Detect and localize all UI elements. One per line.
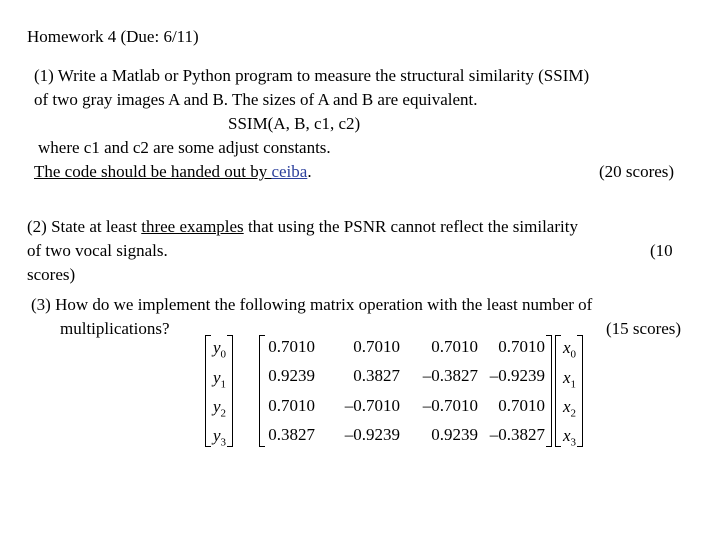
x-element: $x_1$ [563,368,577,391]
y-element: $y_2$ [213,397,227,420]
matrix-cell: –0.9239 [489,366,545,385]
q1-line-5-text: The code should be handed out by [34,162,272,181]
q3-line-2: multiplications? [60,319,170,338]
q1-score: (20 scores) [599,162,675,181]
q2-suffix: that using the PSNR cannot reflect the similarity [243,217,578,236]
matrix-cell: 0.7010 [268,396,315,415]
matrix-cell: 0.3827 [353,366,400,385]
y-vector [205,333,235,448]
matrix-cell: 0.7010 [498,396,545,415]
y-element: $y_1$ [213,368,227,391]
matrix-cell: 0.7010 [431,337,478,356]
matrix-equation [205,333,585,448]
y-vector-right-bracket [227,335,233,447]
x-element: $x_0$ [563,338,577,361]
matrix-cell: –0.7010 [344,396,400,415]
q1-line-5-period: . [307,162,312,181]
matrix-right-bracket [546,335,552,447]
q1-line-1: (1) Write a Matlab or Python program to measure the structural similarity (SSIM) [34,66,590,85]
matrix-cell: 0.7010 [353,337,400,356]
matrix-cell: –0.3827 [422,366,478,385]
q2-line-2: of two vocal signals. [27,241,168,260]
q2-score-part-1: (10 [650,241,673,260]
y-vector-left-bracket [205,335,211,447]
page-title: Homework 4 (Due: 6/11) [27,27,199,46]
q1-line-4: where c1 and c2 are some adjust constants. [38,138,331,157]
matrix-cell: –0.7010 [422,396,478,415]
x-element: $x_3$ [563,426,577,449]
matrix-cell: –0.9239 [344,425,400,444]
matrix-cell: 0.7010 [498,337,545,356]
q3-line-1: (3) How do we implement the following matrix operation with the least number of [31,295,593,314]
q3-score: (15 scores) [606,319,682,338]
ceiba-link[interactable]: ceiba [271,162,308,181]
q2-line-1 [27,215,578,238]
x-vector-right-bracket [577,335,583,447]
x-vector-left-bracket [555,335,561,447]
x-element: $x_2$ [563,397,577,420]
q2-prefix: (2) State at least [27,217,142,236]
y-element: $y_3$ [213,426,227,449]
y-element: $y_0$ [213,338,227,361]
q2-score-part-2: scores) [27,265,76,284]
matrix-cell: 0.7010 [268,337,315,356]
q1-line-2: of two gray images A and B. The sizes of A and B are equivalent. [34,90,478,109]
matrix-cell: 0.3827 [268,425,315,444]
matrix-cell: –0.3827 [489,425,545,444]
matrix-cell: 0.9239 [431,425,478,444]
matrix-cell: 0.9239 [268,366,315,385]
q1-line-5 [34,160,312,183]
x-vector [555,333,585,448]
q1-formula: SSIM(A, B, c1, c2) [228,114,361,133]
q2-underlined: three examples [141,217,244,236]
